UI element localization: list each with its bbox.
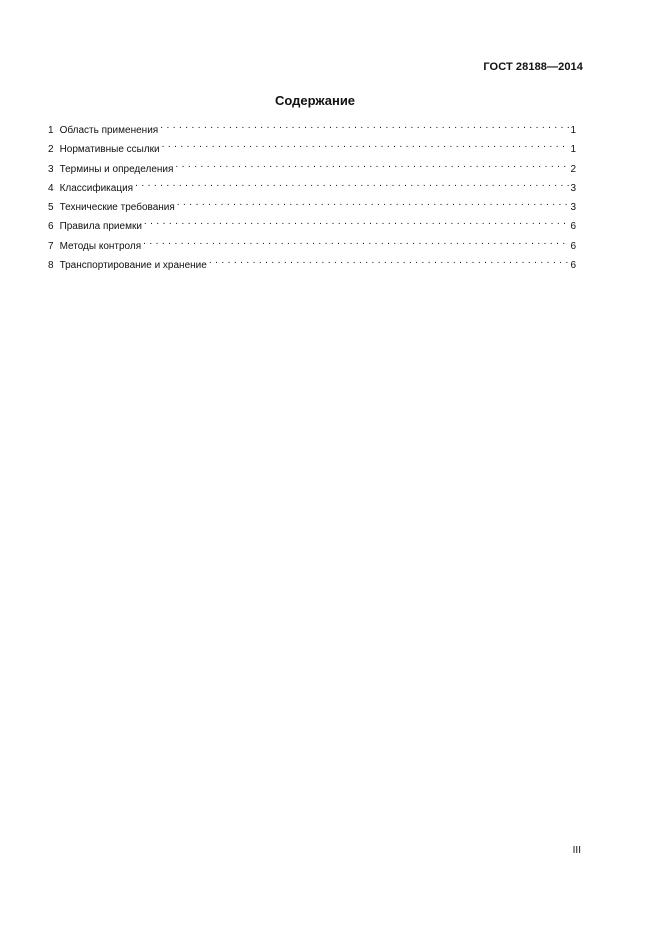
- toc-entry-page: 1: [570, 125, 576, 136]
- document-code: ГОСТ 28188—2014: [483, 61, 583, 73]
- toc-entry[interactable]: [48, 219, 576, 238]
- page-number: III: [572, 845, 581, 856]
- toc-leader-dots: [175, 162, 569, 172]
- toc-entry-title: Классификация: [59, 182, 134, 194]
- toc-entry-title: Термины и определения: [59, 163, 174, 175]
- toc-entry-title: Технические требования: [59, 202, 175, 214]
- toc-leader-dots: [177, 200, 570, 210]
- toc-entry[interactable]: [48, 162, 576, 181]
- toc-entry[interactable]: [48, 181, 576, 200]
- toc-entry-number: 8: [48, 260, 54, 272]
- toc-entry-page: 3: [570, 182, 576, 194]
- toc-entry-number: 7: [48, 240, 54, 252]
- toc-entry-page: 6: [570, 240, 576, 252]
- toc-entry[interactable]: [48, 239, 576, 258]
- toc-leader-dots: [143, 239, 569, 249]
- table-of-contents: [48, 123, 576, 277]
- toc-entry[interactable]: [48, 123, 576, 142]
- toc-leader-dots: [209, 258, 570, 268]
- toc-title: Содержание: [274, 93, 356, 108]
- toc-entry-page: 3: [570, 202, 576, 214]
- toc-entry-number: 2: [48, 144, 54, 156]
- toc-entry-title: Область применения: [59, 125, 159, 136]
- toc-leader-dots: [162, 142, 570, 152]
- toc-entry-title: Правила приемки: [59, 221, 142, 233]
- toc-leader-dots: [135, 181, 569, 191]
- toc-entry-number: 1: [48, 125, 54, 136]
- toc-entry-number: 6: [48, 221, 54, 233]
- toc-entry-title: Нормативные ссылки: [59, 144, 160, 156]
- toc-leader-dots: [160, 123, 569, 133]
- toc-entry-page: 1: [570, 144, 576, 156]
- toc-entry[interactable]: [48, 200, 576, 219]
- toc-entry-number: 4: [48, 182, 54, 194]
- toc-entry-number: 5: [48, 202, 54, 214]
- toc-entry-title: Транспортирование и хранение: [59, 260, 207, 272]
- toc-entry-page: 2: [570, 163, 576, 175]
- toc-entry-number: 3: [48, 163, 54, 175]
- toc-entry-page: 6: [570, 221, 576, 233]
- toc-leader-dots: [144, 219, 570, 229]
- toc-entry[interactable]: [48, 142, 576, 161]
- toc-entry-title: Методы контроля: [59, 240, 142, 252]
- toc-entry-page: 6: [570, 260, 576, 272]
- toc-entry[interactable]: [48, 258, 576, 277]
